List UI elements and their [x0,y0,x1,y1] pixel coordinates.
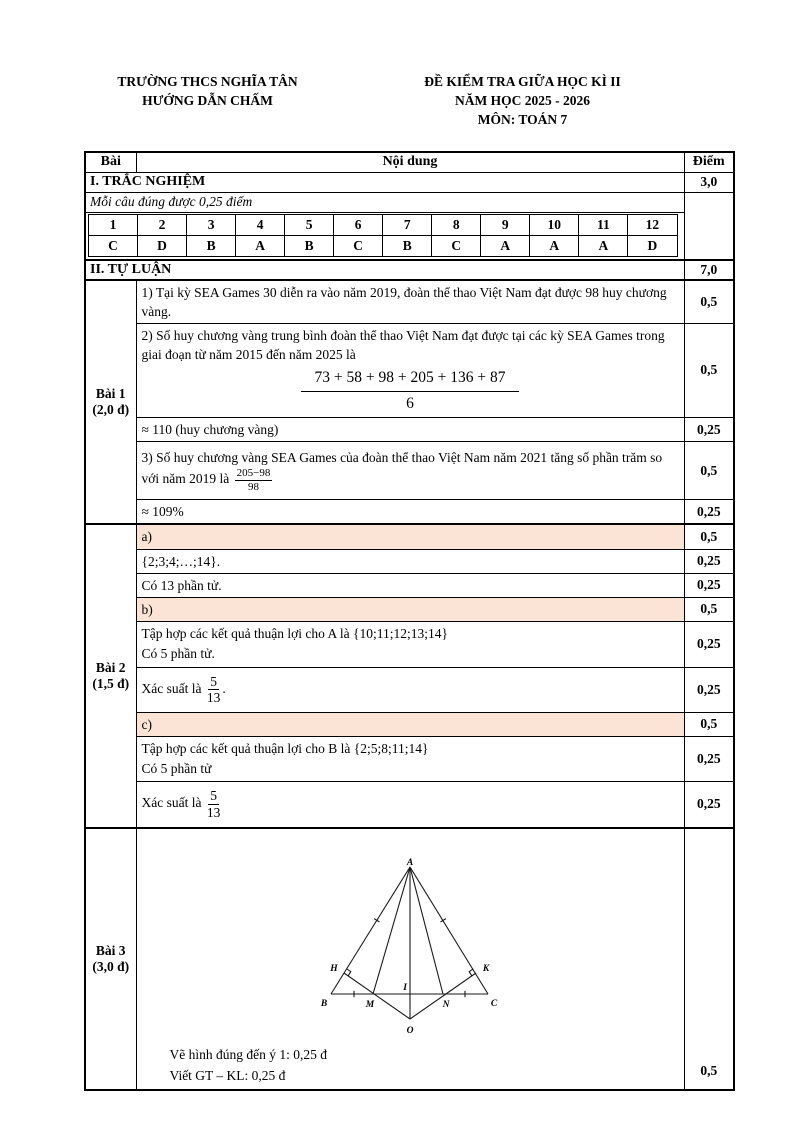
q-answer: B [187,235,236,256]
answer-key-holder [85,212,684,260]
bai2-row1-points: 0,25 [684,549,734,573]
table-header-row [85,152,734,172]
bai2-row5-content [136,736,684,782]
bai3-label-line2: (3,0 đ) [92,958,130,974]
bai1-row5-points: 0,25 [684,500,734,525]
bai2-row5-line1: Tập hợp các kết quả thuận lợi cho B là {2;5;8;11;14} [141,740,429,756]
answer-key-table [88,214,678,257]
fraction-denominator: 6 [406,395,414,413]
answer-letter-row [89,235,678,256]
q-answer: A [236,235,285,256]
bai1-row1-content: 1) Tại kỳ SEA Games 30 diễn ra vào năm 2019, đoàn thể thao Việt Nam đạt được 98 huy chương vàng. [136,280,684,324]
section-tu-luan-title: II. TỰ LUẬN [85,260,684,280]
tick-mark-AB [374,918,379,921]
bai2-row3-line1: Tập hợp các kết quả thuận lợi cho A là {10;11;12;13;14} [141,626,448,642]
vertex-label-B: B [320,998,327,1009]
fraction-numerator: 5 [210,673,217,689]
q-number: 9 [481,214,530,235]
point-label-M: M [365,999,374,1010]
q-answer: C [432,235,481,256]
fraction-numerator: 205−98 [236,467,271,480]
fraction-denominator: 13 [206,690,221,706]
section-trac-nghiem-points: 3,0 [684,172,734,192]
school-name: TRƯỜNG THCS NGHĨA TÂN [117,74,298,89]
bai2-row3-points: 0,25 [684,622,734,668]
q-number: 4 [236,214,285,235]
fraction-numerator: 73 + 58 + 98 + 205 + 136 + 87 [301,367,520,392]
bai3-note1: Vẽ hình đúng đến ý 1: 0,25 đ [169,1046,327,1062]
section-tu-luan-row [85,260,734,280]
bai2-row6-content [136,782,684,828]
point-label-I: I [402,982,407,993]
bai1-row2-content [136,323,684,417]
bai1-row2-fraction [142,367,679,415]
q-number: 7 [383,214,432,235]
bai2-row1 [85,549,734,573]
q-number: 5 [285,214,334,235]
q-number: 6 [334,214,383,235]
bai2-part-a-points: 0,5 [684,524,734,549]
q-number: 8 [432,214,481,235]
bai3-row [85,828,734,1090]
bai2-part-c-points: 0,5 [684,712,734,736]
bai2-part-c-header: c) [136,712,684,736]
answer-number-row [89,214,678,235]
section-tu-luan-points: 7,0 [684,260,734,280]
q-number: 12 [628,214,677,235]
q-answer: C [89,235,138,256]
bai3-label [85,828,136,1090]
bai1-row2-text: 2) Số huy chương vàng trung bình đoàn thể thao Việt Nam đạt được tại các kỳ SEA Games trong giai đoạn từ năm 2015 đến năm 2025 là [141,327,665,362]
bai1-label-line1: Bài 1 [95,385,126,401]
exam-title: ĐỀ KIỂM TRA GIỮA HỌC KÌ II [424,74,621,89]
bai2-row-b [85,597,734,621]
bai3-content [136,828,684,1090]
bai3-label-line1: Bài 3 [95,942,126,958]
school-header [95,72,320,110]
grading-table [84,151,735,1091]
bai1-row2 [85,323,734,417]
bai2-part-a-header: a) [136,524,684,549]
bai1-row4-fraction [235,467,273,493]
q-number: 2 [138,214,187,235]
trac-nghiem-empty-points [684,192,734,260]
bai2-part-b-points: 0,5 [684,597,734,621]
bai2-row4-text: Xác suất là [141,680,202,696]
bai2-row3 [85,622,734,668]
point-label-N: N [442,999,449,1010]
bai2-row2 [85,573,734,597]
bai2-row4-content [136,667,684,712]
bai3-note2: Viết GT – KL: 0,25 đ [169,1067,286,1083]
section-trac-nghiem-title: I. TRẮC NGHIỆM [85,172,684,192]
bai1-row3-points: 0,25 [684,418,734,442]
bai2-row5-line2: Có 5 phần tử [141,760,212,776]
fraction-numerator: 5 [210,788,217,804]
bai2-row3-line2: Có 5 phần tử. [141,646,215,662]
bai1-label-line2: (2,0 đ) [92,401,130,417]
bai2-label-line2: (1,5 đ) [92,676,130,692]
bai1-row4 [85,442,734,500]
section-trac-nghiem-row [85,172,734,192]
trac-nghiem-note: Mỗi câu đúng được 0,25 điểm [85,192,684,212]
geometry-figure [318,857,503,1039]
q-answer: D [138,235,187,256]
bai1-row4-text: 3) Số huy chương vàng SEA Games của đoàn thể thao Việt Nam năm 2021 tăng số phần trăm so với năm 2019 là [141,450,663,487]
bai1-row5-content: ≈ 109% [136,500,684,525]
bai2-row-a [85,524,734,549]
bai2-row6-points: 0,25 [684,782,734,828]
bai2-row6-fraction [207,788,221,820]
fraction-denominator: 98 [247,480,259,493]
point-label-H: H [329,963,338,974]
col-header-noidung: Nội dung [136,152,684,172]
bai2-row4-points: 0,25 [684,667,734,712]
bai1-row1 [85,280,734,324]
q-number: 11 [579,214,628,235]
col-header-diem: Điểm [684,152,734,172]
q-answer: A [579,235,628,256]
bai1-row4-content [136,442,684,500]
bai2-label [85,524,136,827]
vertex-label-C: C [490,998,497,1009]
bai2-row3-content [136,622,684,668]
bai2-row5-points: 0,25 [684,736,734,782]
bai2-label-line1: Bài 2 [95,660,126,676]
q-answer: A [481,235,530,256]
bai1-row3 [85,418,734,442]
col-header-bai: Bài [85,152,136,172]
bai1-row1-points: 0,5 [684,280,734,324]
point-label-O: O [406,1025,413,1036]
bai1-label [85,280,136,525]
vertex-label-A: A [406,857,413,868]
exam-header [385,72,660,129]
q-answer: C [334,235,383,256]
bai2-row2-points: 0,25 [684,573,734,597]
point-label-K: K [482,963,489,974]
fraction-denominator: 13 [206,804,221,820]
bai2-row2-content: Có 13 phần tử. [136,573,684,597]
answer-key-row [85,212,734,260]
q-number: 3 [187,214,236,235]
bai2-row6 [85,782,734,828]
bai2-row4 [85,667,734,712]
q-number: 10 [530,214,579,235]
bai3-notes [170,1045,679,1087]
bai2-part-b-header: b) [136,597,684,621]
bai1-row2-points: 0,5 [684,323,734,417]
q-answer: D [628,235,677,256]
q-answer: A [530,235,579,256]
bai1-row4-points: 0,5 [684,442,734,500]
bai2-row5 [85,736,734,782]
trac-nghiem-note-row [85,192,734,212]
q-answer: B [383,235,432,256]
bai2-row4-fraction [207,674,221,706]
bai2-row4-suffix: . [222,680,226,696]
school-year: NĂM HỌC 2025 - 2026 [455,93,590,108]
bai3-points: 0,5 [684,828,734,1090]
q-answer: B [285,235,334,256]
bai1-row5 [85,500,734,525]
bai2-row1-content: {2;3;4;…;14}. [136,549,684,573]
q-number: 1 [89,214,138,235]
bai2-row-c [85,712,734,736]
bai1-row3-content: ≈ 110 (huy chương vàng) [136,418,684,442]
bai2-row6-text: Xác suất là [141,795,202,811]
grading-guide-title: HƯỚNG DẪN CHẤM [142,93,273,108]
subject: MÔN: TOÁN 7 [477,112,568,127]
